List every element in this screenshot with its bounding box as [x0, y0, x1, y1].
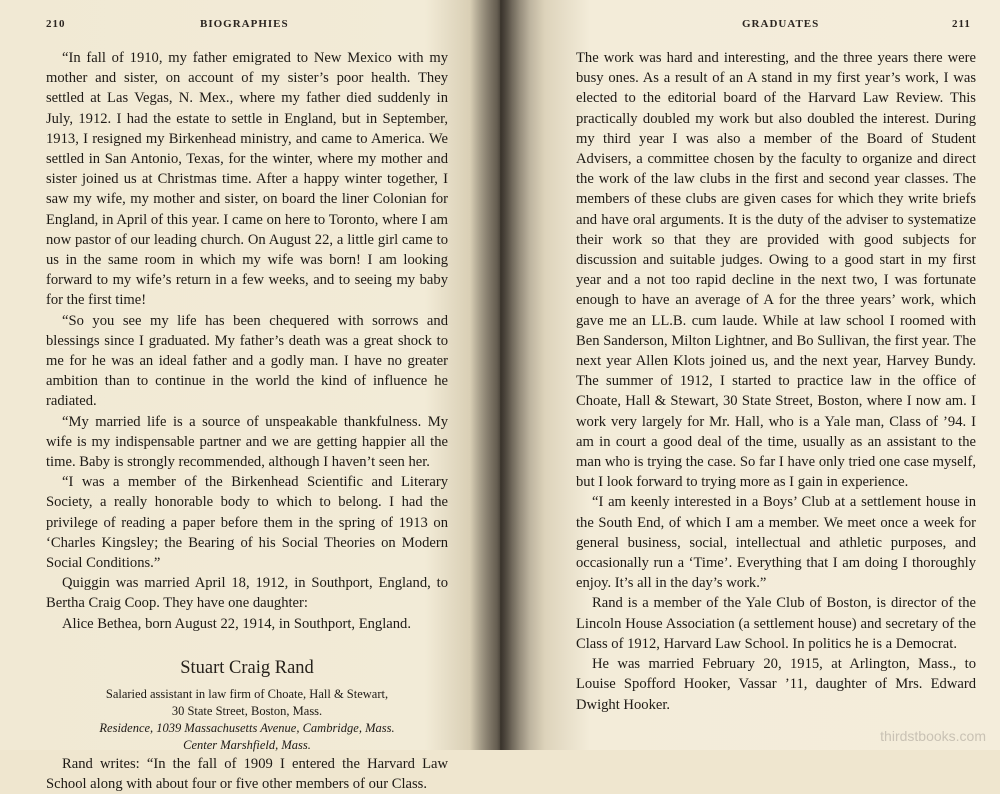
business-address: 30 State Street, Boston, Mass. — [171, 703, 323, 718]
paragraph: “I was a member of the Birkenhead Scientific and Literary Society, a really honorable body to which to belong. I had the privilege of reading a paper before them in the spring of 1913 on ‘Charles Kingsley; the Bearing of his Social Theories on Modern Social Conditions.” — [46, 474, 448, 572]
page-number-left: 210 — [46, 18, 66, 30]
residence-line-2: Center Marshfield, Mass. — [183, 737, 311, 752]
residence-line: Residence, 1039 Massachusetts Avenue, Cambridge, Mass. — [99, 720, 395, 735]
running-head-left: BIOGRAPHIES — [200, 18, 289, 30]
paragraph: He was married February 20, 1915, at Arlington, Mass., to Louise Spofford Hooker, Vassar ’11, daughter of Mrs. Edward Dwight Hooker. — [576, 656, 976, 713]
paragraph: “So you see my life has been chequered with sorrows and blessings since I graduated. My father’s death was a great shock to me for he was an ideal father and a godly man. I have no greater ambition than to continue in the world the kind of influence he radiated. — [46, 312, 448, 410]
biography-heading — [46, 656, 448, 754]
paragraph: “My married life is a source of unspeakable thankfulness. My wife is my indispensable partner and we are getting happier all the time. Baby is strongly recommended, although I haven’t seen her. — [46, 413, 448, 471]
paragraph: Rand is a member of the Yale Club of Boston, is director of the Lincoln House Association (a settlement house) and secretary of the Class of 1912, Harvard Law School. In politics he is a Democrat. — [576, 595, 976, 652]
running-head-right: GRADUATES — [742, 18, 820, 30]
watermark-text: thirdstbooks.com — [880, 728, 986, 744]
paragraph: “I am keenly interested in a Boys’ Club at a settlement house in the South End, of which I am a member. We meet once a week for general business, social, intellectual and athletic purposes, and occasionally run a ‘Time’. Everything that I am doing I thoroughly enjoy. It’s all in the day’s work.” — [576, 494, 976, 592]
left-page-text — [46, 48, 448, 794]
paragraph: “In fall of 1910, my father emigrated to New Mexico with my mother and sister, on account of my sister’s poor health. They settled at Las Vegas, N. Mex., where my father died suddenly in July, 1912. I had the estate to settle in England, but in September, 1913, I resigned my Birkenhead ministry, and came to America. We settled in San Antonio, Texas, for the winter, where my mother and sister joined us at Christmas time. After a happy winter together, I saw my wife, my mother and sister, on board the liner Colonian for England, in April of this year. I came on here to Toronto, where I am now pastor of our leading church. On August 22, a little girl came to us in the same room in which my wife was born! I am looking forward to my wife’s return in a few weeks, and to seeing my baby for the first time! — [46, 50, 448, 309]
occupation-line: Salaried assistant in law firm of Choate, Hall & Stewart, — [105, 686, 389, 701]
paragraph: Quiggin was married April 18, 1912, in Southport, England, to Bertha Craig Coop. They have one daughter: — [46, 575, 448, 612]
right-page-text — [576, 48, 976, 715]
paragraph: The work was hard and interesting, and the three years there were busy ones. As a result of an A stand in my first year’s work, I was elected to the editorial board of the Harvard Law Review. This practically doubled my work but also doubled the interest. During my third year I was also a member of the Board of Student Advisers, a committee chosen by the faculty to organize and direct the work of the law clubs in the first and second year classes. The members of these clubs are given cases for which they write briefs and have oral arguments. It is the duty of the adviser to systematize their work so that they are provided with good subjects for discussion and suitable judges. Owing to a good start in my first year and a not too rapid decline in the next two, I was fortunate enough to have an average of A for the three years’ work, which gave me an LL.B. cum laude. While at law school I roomed with Ben Sanderson, Milton Lightner, and Bo Sullivan, the first year. The next year Allen Klots joined us, and the next year, Harvey Bundy. The summer of 1912, I started to practice law in the office of Choate, Hall & Stewart, 30 State Street, Boston, where I now am. I work very largely for Mr. Hall, who is a Yale man, Class of ’94. I am in court a good deal of the time, usually as an assistant to the man who is trying the case. So far I have only tried one case myself, but I look forward to trying more as I gain in experience. — [576, 50, 976, 491]
paragraph: Rand writes: “In the fall of 1909 I entered the Harvard Law School along with about four or five other members of our Class. — [46, 755, 448, 793]
page-number-right: 211 — [952, 18, 971, 30]
biography-name: Stuart Craig Rand — [180, 657, 314, 678]
paragraph: Alice Bethea, born August 22, 1914, in Southport, England. — [62, 615, 411, 632]
left-page — [0, 0, 500, 793]
